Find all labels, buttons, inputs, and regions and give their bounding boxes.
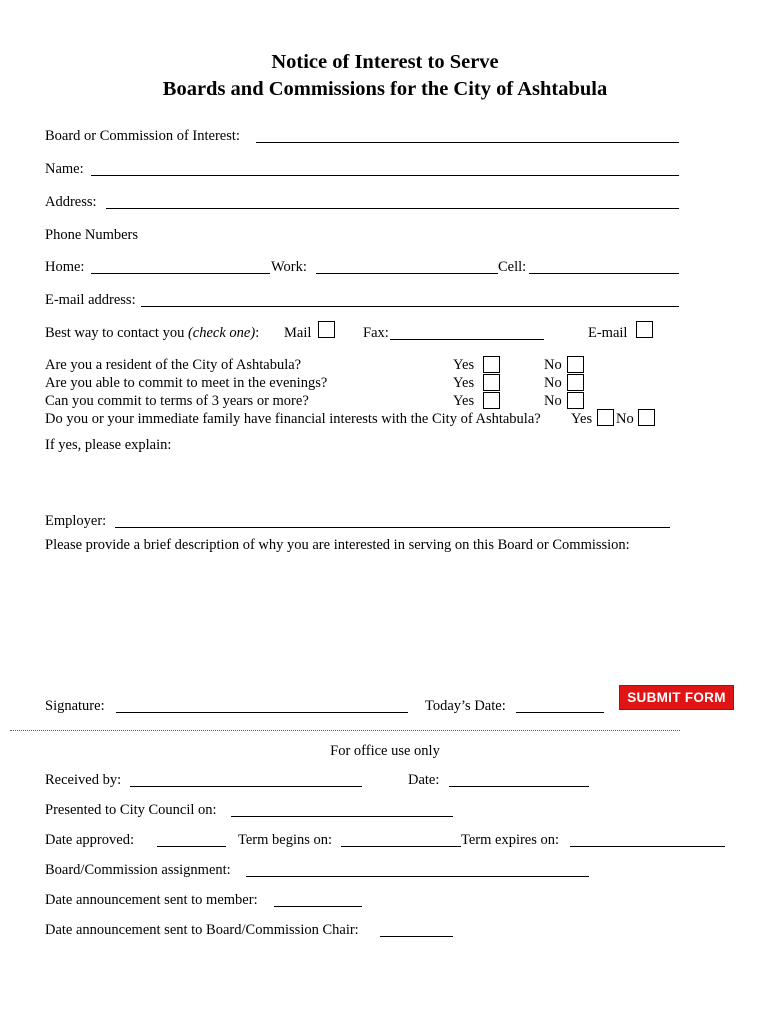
form-title-line2: Boards and Commissions for the City of Ashtabula <box>162 78 608 100</box>
received-by-field[interactable] <box>130 786 362 787</box>
office-divider <box>10 730 680 731</box>
question-resident: Are you a resident of the City of Ashtabula? <box>45 357 302 373</box>
fax-field[interactable] <box>390 339 544 340</box>
address-label: Address: <box>45 194 97 210</box>
announcement-chair-label: Date announcement sent to Board/Commission Chair: <box>45 922 359 938</box>
announcement-member-field[interactable] <box>274 906 362 907</box>
date-approved-field[interactable] <box>157 846 226 847</box>
home-label: Home: <box>45 259 85 275</box>
explain-label: If yes, please explain: <box>45 437 172 453</box>
todays-date-field[interactable] <box>516 712 604 713</box>
board-label: Board or Commission of Interest: <box>45 128 240 144</box>
question-terms-yes-label: Yes <box>453 393 475 409</box>
office-date-field[interactable] <box>449 786 589 787</box>
question-evenings-no-label: No <box>544 375 562 391</box>
term-expires-label: Term expires on: <box>461 832 560 848</box>
name-label: Name: <box>45 161 84 177</box>
term-begins-label: Term begins on: <box>238 832 333 848</box>
address-field[interactable] <box>106 208 679 209</box>
question-terms-no-label: No <box>544 393 562 409</box>
announcement-chair-field[interactable] <box>380 936 453 937</box>
description-text-area[interactable] <box>45 556 679 676</box>
office-heading: For office use only <box>330 743 440 759</box>
email-field[interactable] <box>141 306 679 307</box>
board-field[interactable] <box>256 142 679 143</box>
question-resident-no-checkbox[interactable] <box>567 356 584 373</box>
work-phone-field[interactable] <box>316 273 498 274</box>
question-evenings-no-checkbox[interactable] <box>567 374 584 391</box>
description-label: Please provide a brief description of why you are interested in serving on this Board or Commission: <box>45 537 630 553</box>
contact-label-text: Best way to contact you <box>45 325 185 341</box>
announcement-member-label: Date announcement sent to member: <box>45 892 258 908</box>
signature-field[interactable] <box>116 712 408 713</box>
cell-phone-field[interactable] <box>529 273 679 274</box>
explain-text-area[interactable] <box>45 456 679 506</box>
email-contact-checkbox[interactable] <box>636 321 653 338</box>
todays-date-label: Today’s Date: <box>425 698 506 714</box>
assignment-label: Board/Commission assignment: <box>45 862 231 878</box>
assignment-field[interactable] <box>246 876 589 877</box>
email-contact-label: E-mail <box>588 325 628 341</box>
presented-field[interactable] <box>231 816 453 817</box>
question-resident-yes-label: Yes <box>453 357 475 373</box>
question-financial-yes-label: Yes <box>571 411 593 427</box>
contact-colon: : <box>255 325 260 341</box>
submit-form-button[interactable]: SUBMIT FORM <box>619 685 734 710</box>
office-date-label: Date: <box>408 772 440 788</box>
term-begins-field[interactable] <box>341 846 461 847</box>
question-evenings-yes-label: Yes <box>453 375 475 391</box>
work-label: Work: <box>271 259 307 275</box>
question-terms-yes-checkbox[interactable] <box>483 392 500 409</box>
email-label: E-mail address: <box>45 292 136 308</box>
question-terms: Can you commit to terms of 3 years or more? <box>45 393 309 409</box>
contact-hint: (check one) <box>187 325 256 341</box>
question-terms-no-checkbox[interactable] <box>567 392 584 409</box>
presented-label: Presented to City Council on: <box>45 802 217 818</box>
signature-label: Signature: <box>45 698 105 714</box>
form-title-line1: Notice of Interest to Serve <box>271 51 499 73</box>
question-evenings-yes-checkbox[interactable] <box>483 374 500 391</box>
question-evenings: Are you able to commit to meet in the evenings? <box>45 375 328 391</box>
question-financial: Do you or your immediate family have financial interests with the City of Ashtabula? <box>45 411 541 427</box>
employer-field[interactable] <box>115 527 670 528</box>
phone-heading: Phone Numbers <box>45 227 139 243</box>
question-resident-yes-checkbox[interactable] <box>483 356 500 373</box>
question-financial-no-checkbox[interactable] <box>638 409 655 426</box>
employer-label: Employer: <box>45 513 107 529</box>
question-financial-no-label: No <box>616 411 634 427</box>
date-approved-label: Date approved: <box>45 832 134 848</box>
name-field[interactable] <box>91 175 679 176</box>
fax-label: Fax: <box>363 325 389 341</box>
term-expires-field[interactable] <box>570 846 725 847</box>
mail-label: Mail <box>284 325 312 341</box>
received-by-label: Received by: <box>45 772 122 788</box>
question-resident-no-label: No <box>544 357 562 373</box>
home-phone-field[interactable] <box>91 273 270 274</box>
mail-checkbox[interactable] <box>318 321 335 338</box>
cell-label: Cell: <box>498 259 527 275</box>
question-financial-yes-checkbox[interactable] <box>597 409 614 426</box>
contact-label <box>45 326 259 341</box>
